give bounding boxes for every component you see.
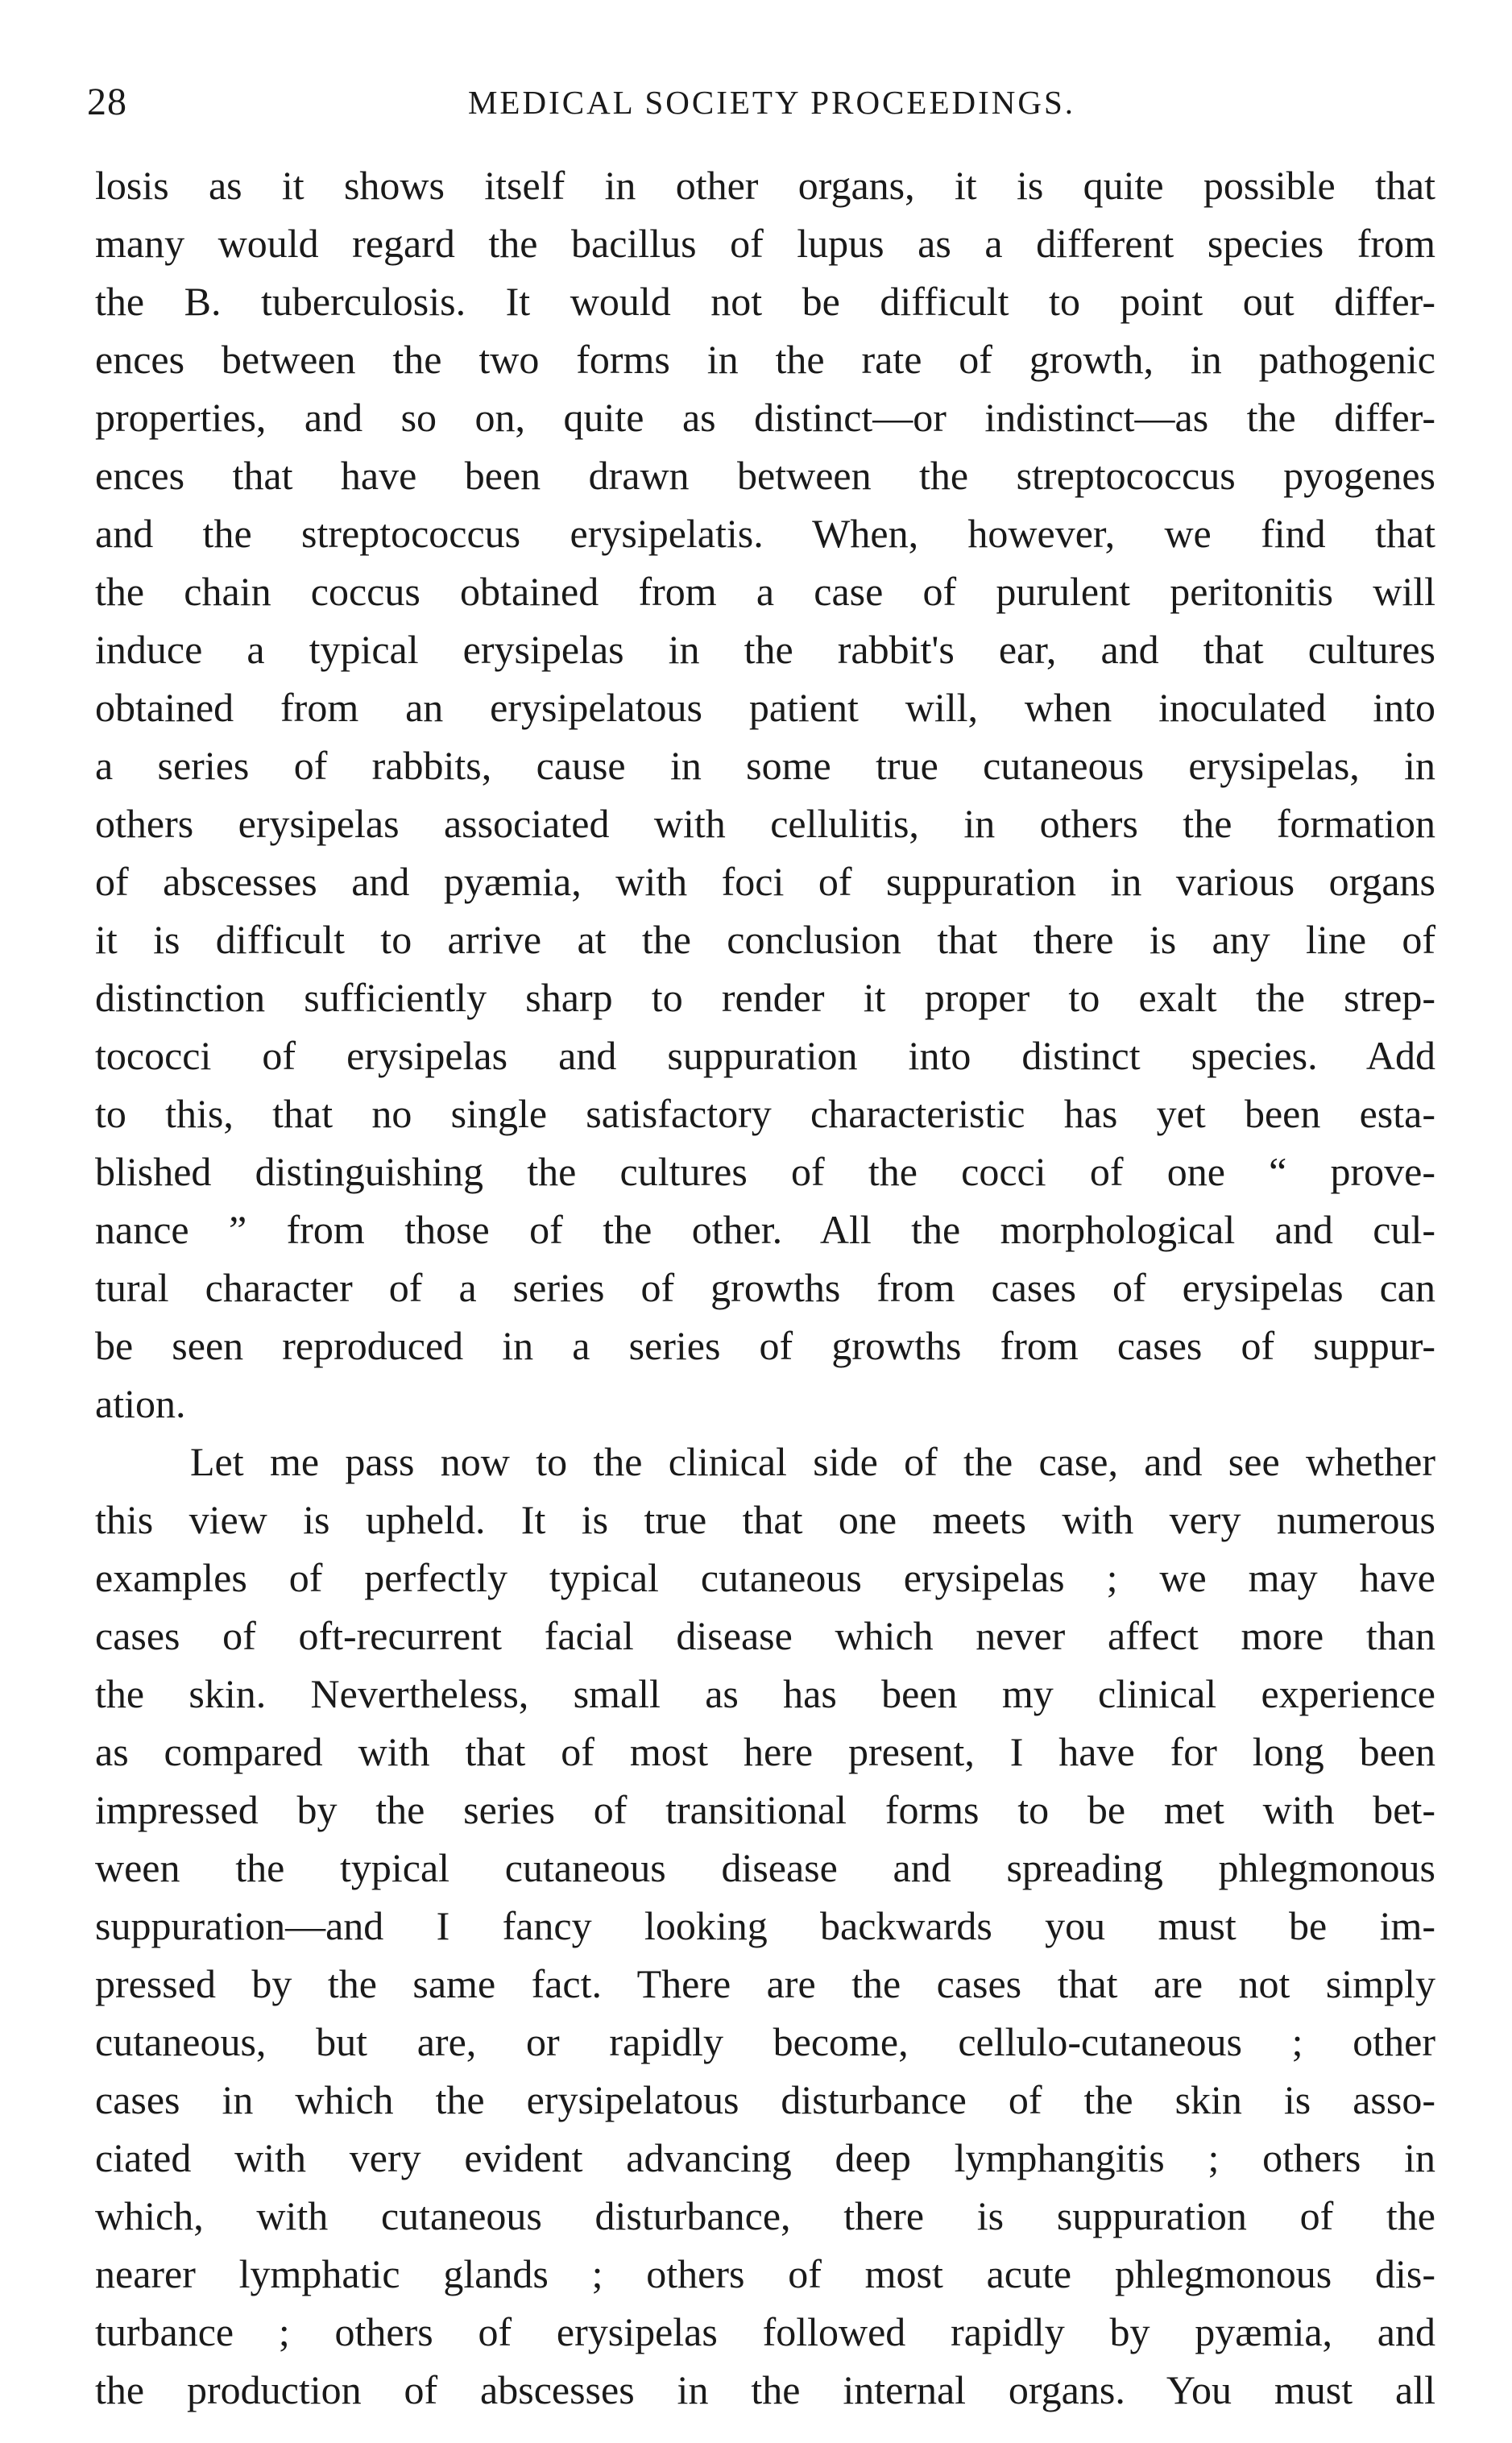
text-line: ciated with very evident advancing deep lymphangitis ; others in [95,2135,1435,2180]
text-line: others erysipelas associated with cellulitis, in others the formation [95,801,1435,846]
text-line: cutaneous, but are, or rapidly become, cellulo-cutaneous ; other [95,2019,1435,2064]
text-line: ences that have been drawn between the streptococcus pyogenes [95,453,1435,498]
text-line: and the streptococcus erysipelatis. When, however, we find that [95,511,1435,556]
text-line: cases of oft-recurrent facial disease which never affect more than [95,1613,1435,1658]
text-line: nearer lymphatic glands ; others of most acute phlegmonous dis- [95,2251,1435,2296]
text-line: pressed by the same fact. There are the cases that are not simply [95,1961,1435,2006]
text-line: a series of rabbits, cause in some true cutaneous erysipelas, in [95,743,1435,788]
text-line: tococci of erysipelas and suppuration into distinct species. Add [95,1033,1435,1078]
text-line: turbance ; others of erysipelas followed rapidly by pyæmia, and [95,2309,1435,2354]
text-line: induce a typical erysipelas in the rabbit's ear, and that cultures [95,627,1435,672]
text-line: tural character of a series of growths from cases of erysipelas can [95,1265,1435,1310]
page-number: 28 [87,81,127,123]
text-line: nance ” from those of the other. All the morphological and cul- [95,1207,1435,1252]
text-line: distinction sufficiently sharp to render it proper to exalt the strep- [95,975,1435,1020]
text-line: blished distinguishing the cultures of the cocci of one “ prove- [95,1149,1435,1194]
text-line: to this, that no single satisfactory characteristic has yet been esta- [95,1091,1435,1136]
text-line: losis as it shows itself in other organs, it is quite possible that [95,163,1435,208]
text-line: cases in which the erysipelatous disturbance of the skin is asso- [95,2077,1435,2122]
text-line: as compared with that of most here present, I have for long been [95,1729,1435,1774]
text-line: which, with cutaneous disturbance, there is suppuration of the [95,2193,1435,2238]
text-line: the B. tuberculosis. It would not be difficult to point out differ- [95,279,1435,324]
text-line: the skin. Nevertheless, small as has been my clinical experience [95,1671,1435,1716]
text-line: properties, and so on, quite as distinct—or indistinct—as the differ- [95,395,1435,440]
text-line: ween the typical cutaneous disease and spreading phlegmonous [95,1845,1435,1890]
paragraph-end-line: ation. [95,1381,186,1426]
text-line: this view is upheld. It is true that one meets with very numerous [95,1497,1435,1542]
text-line: examples of perfectly typical cutaneous erysipelas ; we may have [95,1555,1435,1600]
text-line: of abscesses and pyæmia, with foci of suppuration in various organs [95,859,1435,904]
text-line: be seen reproduced in a series of growths from cases of suppur- [95,1323,1435,1368]
text-line: the chain coccus obtained from a case of purulent peritonitis will [95,569,1435,614]
body-text [95,156,1435,2419]
running-head [87,74,1440,131]
running-title: MEDICAL SOCIETY PROCEEDINGS. [467,84,1076,121]
text-line: the production of abscesses in the internal organs. You must all [95,2367,1435,2412]
text-line: impressed by the series of transitional forms to be met with bet- [95,1787,1435,1832]
text-line: obtained from an erysipelatous patient will, when inoculated into [95,685,1435,730]
text-line: it is difficult to arrive at the conclusion that there is any line of [95,917,1435,962]
text-line: many would regard the bacillus of lupus as a different species from [95,221,1435,266]
paragraph-start-line: Let me pass now to the clinical side of the case, and see whether [190,1439,1435,1484]
text-line: suppuration—and I fancy looking backwards you must be im- [95,1903,1435,1948]
text-line: ences between the two forms in the rate of growth, in pathogenic [95,337,1435,382]
